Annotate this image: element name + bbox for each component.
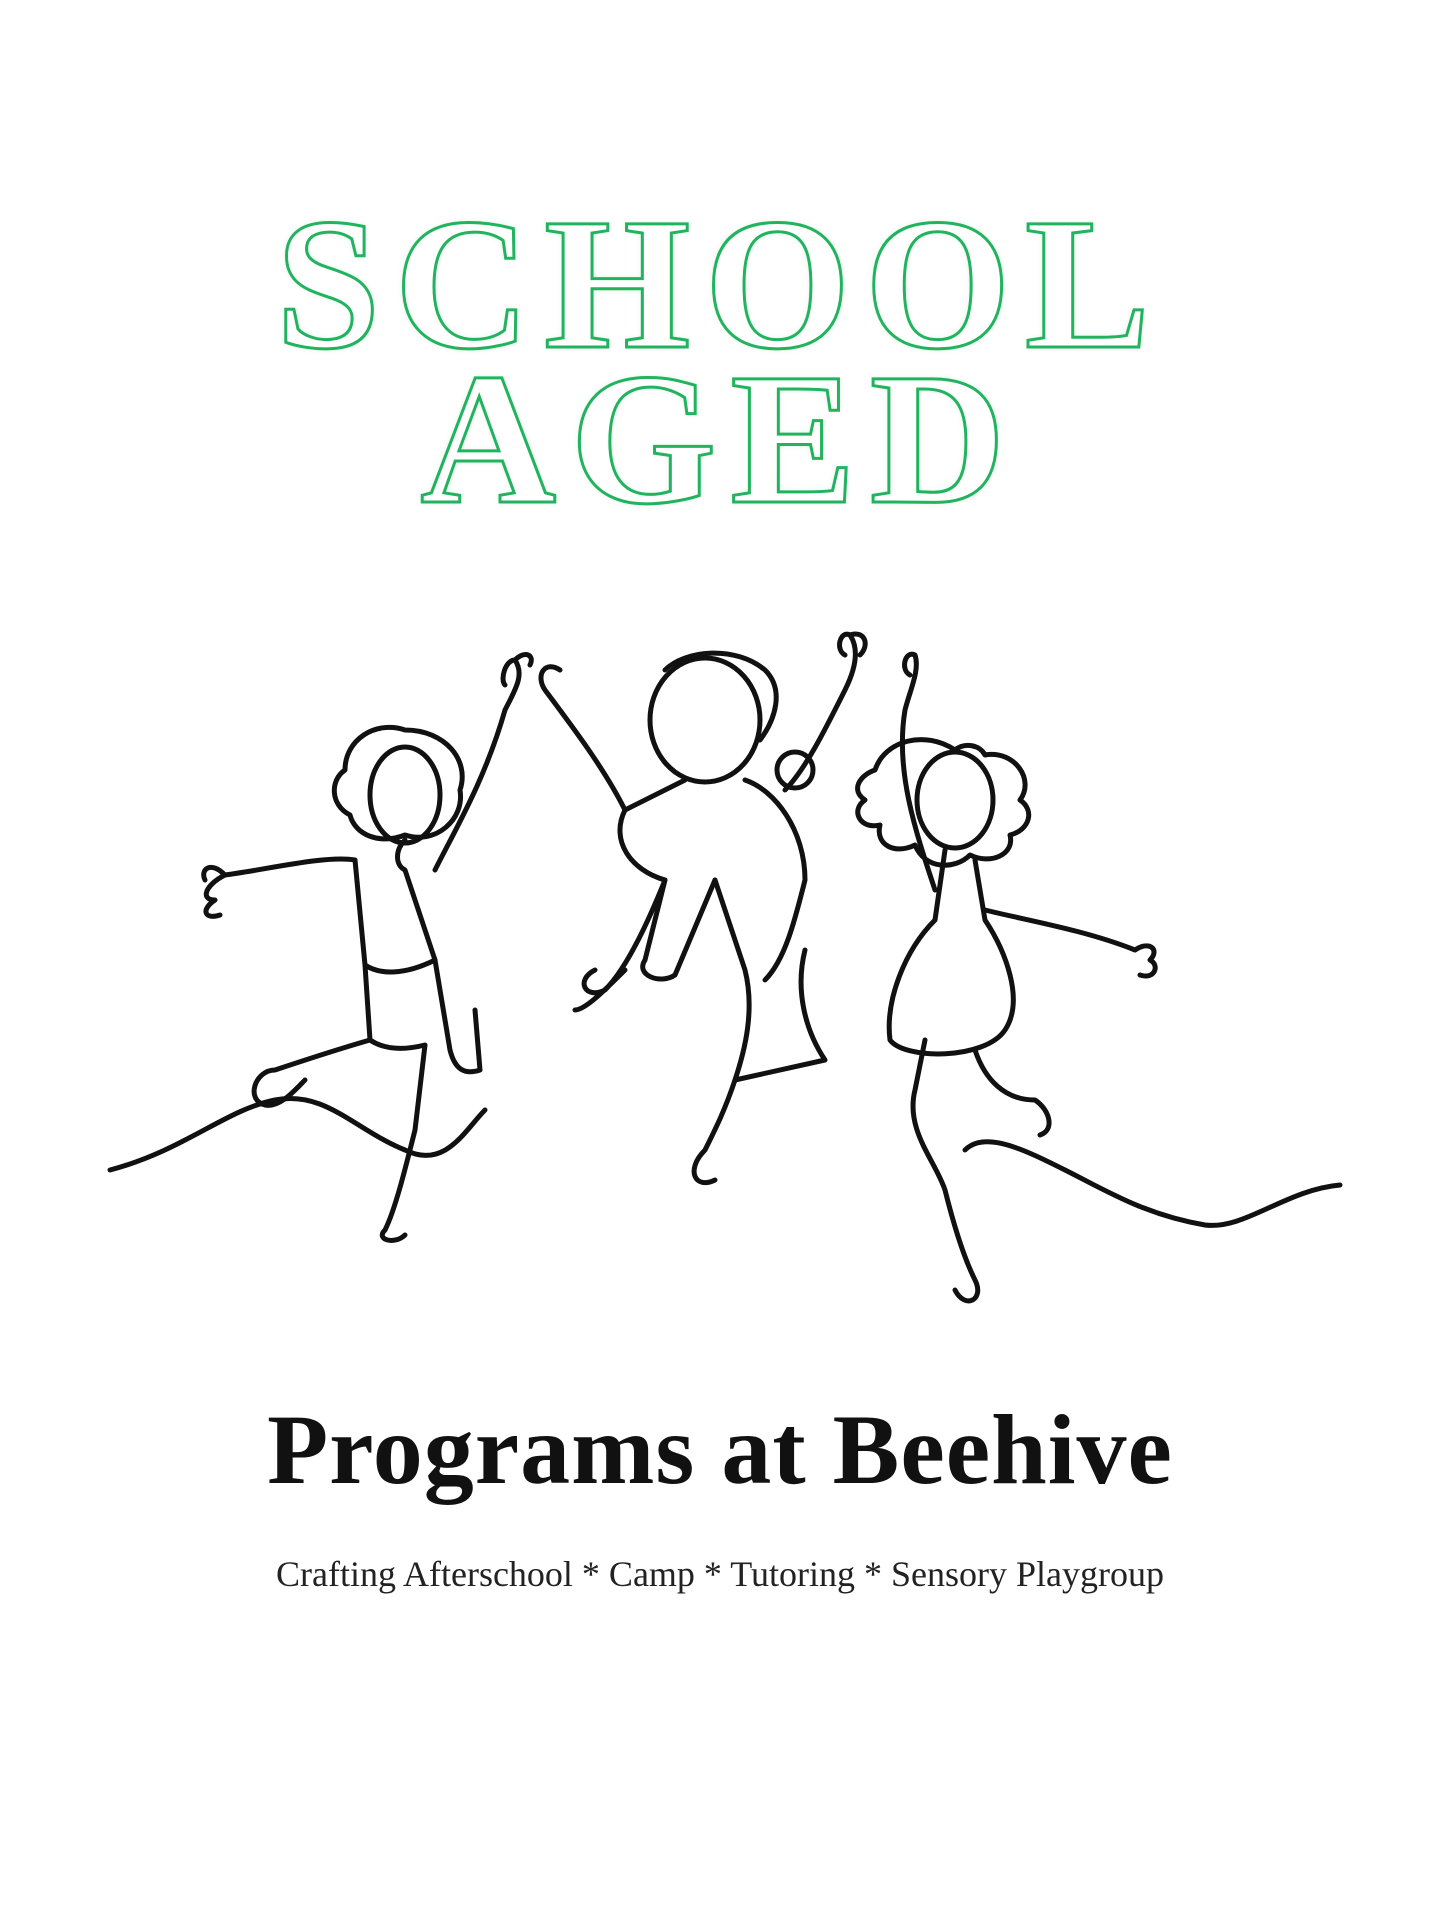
right-child: [858, 654, 1156, 1301]
programs-heading: Programs at Beehive: [267, 1394, 1173, 1505]
ground-line: [110, 1098, 1340, 1225]
title-school: SCHOOL: [275, 179, 1165, 388]
programs-subheading: Crafting Afterschool * Camp * Tutoring * Sensory Playgroup: [276, 1554, 1164, 1594]
middle-child: [541, 634, 865, 1183]
children-jumping-illustration: [105, 630, 1345, 1350]
title-aged: AGED: [420, 334, 1020, 543]
left-child: [204, 655, 532, 1241]
